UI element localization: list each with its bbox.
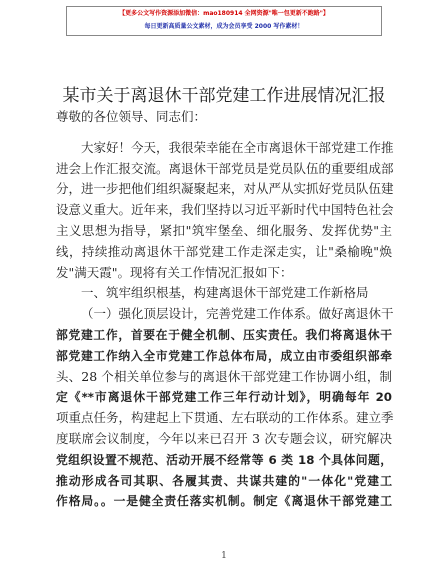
spacer — [56, 128, 392, 138]
section-heading: 一、筑牢组织根基，构建离退休干部党建工作新格局 — [81, 285, 369, 301]
document-body — [56, 107, 392, 512]
promo-banner — [66, 6, 382, 36]
intro-line: 大家好！今天，我很荣幸能在全市离退休干部党建工作推 — [81, 139, 394, 155]
intro-line: 进会上作汇报交流。离退休干部党员是党员队伍的重要组成部 — [56, 160, 394, 176]
section-line: 作格局。。一是健全责任落实机制。制定《离退休干部党建工 — [56, 494, 392, 509]
intro-line: 分，进一步把他们组织凝聚起来，对从严从实抓好党员队伍建 — [56, 181, 394, 197]
intro-line: 设意义重大。近年来，我们坚持以习近平新时代中国特色社会 — [56, 202, 394, 218]
promo-banner-line-1: 【更多公文写作资源添加微信：mao180914 全网资源"唯一包更新不跑路"】 — [119, 10, 329, 17]
promo-banner-line-2: 每日更新高质量公文素材，成为会员享受 2000 写作素材！ — [144, 23, 304, 30]
section-line: 头、28 个相关单位参与的离退休干部党建工作协调小组，制 — [56, 368, 392, 384]
section-line: 部党建工作，首要在于健全机制、压实责任。我们将离退休干 — [56, 327, 392, 342]
intro-line: 线，持续推动离退休干部党建工作走深走实，让"桑榆晚"焕 — [56, 243, 392, 259]
section-line: 度联席会议制度，今年以来已召开 3 次专题会议，研究解决 — [56, 430, 392, 446]
intro-line: 发"满天霞"。现将有关工作情况汇报如下： — [56, 264, 293, 280]
section-line: 党组织设置不规范、活动开展不经常等 6 类 18 个具体问题， — [56, 452, 392, 467]
salutation: 尊敬的各位领导、同志们： — [56, 109, 207, 124]
section-line: 项重点任务，构建起上下贯通、左右联动的工作体系。建立季 — [56, 410, 394, 426]
section-line: 部党建工作纳入全市党建工作总体布局，成立由市委组织部牵 — [56, 348, 392, 363]
document-title: 某市关于离退休干部党建工作进展情况汇报 — [62, 86, 386, 106]
section-line: 定《**市离退休干部党建工作三年行动计划》，明确每年 20 — [56, 390, 392, 405]
section-line: （一）强化顶层设计，完善党建工作体系。做好离退休干 — [81, 306, 394, 322]
page-number: 1 — [221, 551, 227, 561]
intro-line: 主义思想为指导，紧扣"筑牢堡垒、细化服务、发挥优势"主 — [56, 222, 392, 238]
section-line: 推动形成各司其职、各履其责、共谋共建的"一体化"党建工 — [56, 473, 392, 488]
